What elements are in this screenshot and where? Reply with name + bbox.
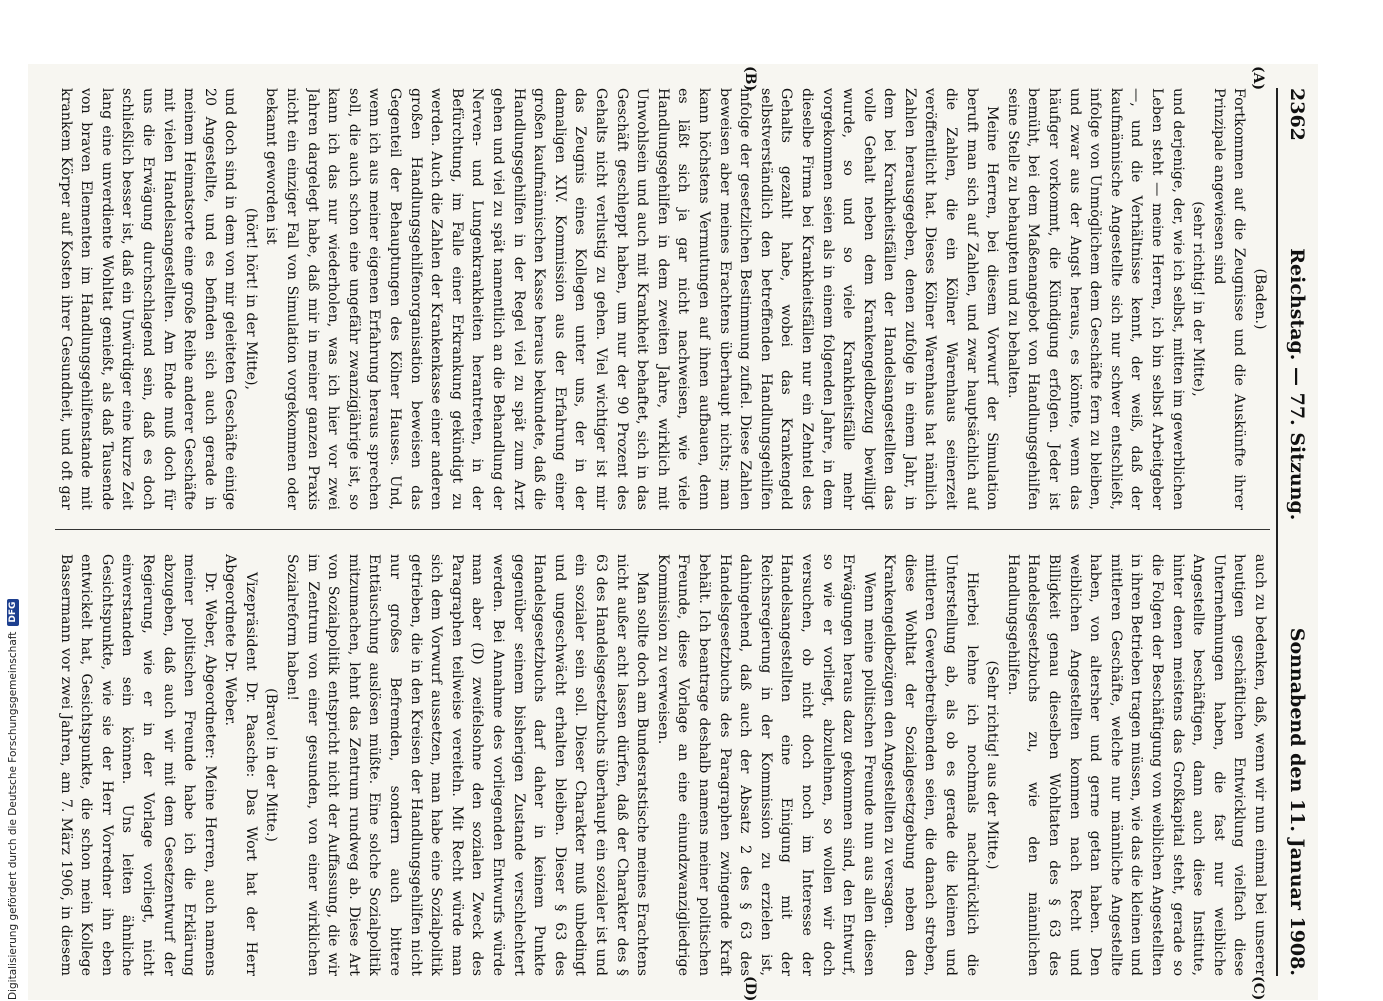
- margin-mark-a: (A): [1250, 66, 1266, 91]
- state-label: (Baden.): [1252, 268, 1268, 330]
- paragraph: Fortkommen auf die Zeugnisse und die Auskünfte ihrer Prinzipale angewiesen sind: [1210, 88, 1248, 510]
- paragraph: Wenn meine politischen Freunde nun aus allen diesen Erwägungen heraus dazu gekommen sind, den Entwurf, so wie er vorliegt, abzulehnen, so wollen wir doch versuchen, ob nicht doch noch im Interesse der Handelsangestellten eine Einigung mit der Reichsregierung in der Kommission zu erzielen ist, dahingehend, daß auch der Absatz 2 des § 63 des Handelsgesetzbuchs des Paragraphen zwingende Kraft behält. Ich beantrage deshalb namens meiner politischen Freunde, diese Vorlage an eine einundzwanzigliedrige Kommission zu verweisen.: [654, 554, 877, 976]
- session-date: Sonnabend den 11. Januar 1908.: [1286, 627, 1308, 976]
- speaker-paragraph: Vizepräsident Dr. Paasche: Das Wort hat der Herr Abgeordnete Dr. Weber.: [222, 554, 259, 976]
- digitization-credit: [4, 20, 22, 1000]
- speaker-paragraph: Dr. Weber, Abgeordneter: Meine Herren, auch namens meiner politischen Freunde habe ich die Erklärung abzugeben, daß auch wir mit dem Gesetzentwurf der Regierung, wie er in der Vorlage vorliegt, nicht einverstanden sein können. Uns leiten ähnliche Gesichtspunkte, wie sie der Herr Vorredner ihn eben entwickelt hat, Gesichtspunkte, die schon mein Kollege Bassermann vor zwei Jahren, am 7. März 1906, in diesem: [57, 554, 218, 976]
- margin-mark-c: (C): [1250, 976, 1266, 1001]
- paragraph: auch zu bedenken, daß, wenn wir nun einmal bei unserer heutigen geschäftlichen Entwicklung vielfach diese Unternehmungen haben, die fast nur weibliche Angestellte beschäftigen, dann auch diese Institute, hinter denen meistens das Großkapital steht, gerade so die Folgen der Beschäftigung von weiblichen Angestellten in ihren Betrieben tragen müssen, wie das die kleinen und mittleren Geschäfte, welche nur männliche Angestellte haben, von altersher und gerne getan haben. Den weiblichen Angestellten kommen nach Recht und Billigkeit genau dieselben Wohltaten des § 63 des Handelsgesetzbuchs zu, wie den männlichen Handlungsgehilfen.: [1004, 554, 1268, 976]
- paragraph: Meine Herren, bei diesem Vorwurf der Simulation beruft man sich auf Zahlen, und zwar hauptsächlich auf die Zahlen, die ein Kölner Warenhaus seinerzeit veröffentlicht hat. Dieses Kölner Warenhaus hat nämlich Zahlen herausgegeben, denen zufolge in einem Jahr, in dem bei Krankheitsfällen der Handelsangestellten das volle Gehalt neben dem Krankengeldbezug bewilligt wurde, so und so viele Krankheitsfälle mehr vorgekommen seien als in einem folgenden Jahre, in dem dieselbe Firma bei Krankheitsfällen nur ein Zehntel des Gehalts gezahlt habe, wobei das Krankengeld selbstverständlich den betreffenden Handlungsgehilfen infolge der gesetzlichen Bestimmung zufiel. Diese Zahlen beweisen aber meines Erachtens überhaupt nichts; man kann höchstens Vermutungen auf ihnen aufbauen, denn es läßt sich ja gar nicht nachweisen, wie viele Handlungsgehilfen in dem zweiten Jahre, wirklich mit Unwohlsein und auch mit Krankheit behaftet, sich in das Geschäft geschleppt haben, um nur der 90 Prozent des Gehalts nicht verlustig zu gehen. Viel wichtiger ist mir das Zeugnis eines Kollegen unter uns, der in der damaligen XIV. Kommission aus der Erfahrung einer großen kaufmännischen Kasse heraus bekundete, daß die Handlungsgehilfen in der Regel viel zu spät zum Arzt gehen und viel zu spät namentlich an die Behandlung der Nerven- und Lungenkrankheiten herantreten, in der Befürchtung, im Falle einer Erkrankung gekündigt zu werden. Auch die Zahlen der Krankenkasse einer anderen großen Handlungsgehilfenorganisation beweisen das Gegenteil der Behauptungen des Kölner Hauses. Und, wenn ich aus meiner eigenen Erfahrung heraus sprechen soll, die auch schon eine ungefähr zwanzigjährige ist, so kann ich das nur wiederholen, was ich hier vor zwei Jahren dargelegt habe, daß mir in meiner ganzen Praxis nicht ein einziger Fall von Simulation vorgekommen oder bekannt geworden ist: [263, 88, 1001, 510]
- credit-text: Digitalisierung gefördert durch die Deutsche Forschungsgemeinschaft: [7, 631, 19, 1000]
- paragraph: und derjenige, der, wie ich selbst, mitten im gewerblichen Leben steht — meine Herren, ich bin selbst Arbeitgeber —, und die Verhältnisse kennt, der weiß, daß der kaufmännische Angestellte sich nur schwer entschließt, infolge von Unmöglichem dem Geschäfte fern zu bleiben, und zwar aus der Angst heraus, es könnte, wenn das häufiger vorkommt, die Kündigung erfolgen. Jeder ist bemüht, bei dem Maßenangebot von Handlungsgehilfen seine Stelle zu behaupten und zu behalten.: [1004, 88, 1186, 510]
- interjection: (sehr richtig! in der Mitte),: [1190, 201, 1207, 397]
- interjection: (hört! hört! in der Mitte),: [242, 207, 259, 391]
- margin-mark-b: (B): [742, 66, 758, 92]
- page-header: [1282, 88, 1312, 976]
- right-text-column: [55, 554, 1270, 976]
- margin-mark-d: (D): [742, 976, 758, 1001]
- header-rule: [1276, 88, 1278, 976]
- page-number: 2362: [1286, 88, 1308, 141]
- paragraph: Man sollte doch am Bundesratstische meines Erachtens nicht außer acht lassen dürfen, daß der Charakter des § 63 des Handelsgesetzbuchs überhaupt ein sozialer ist und ein sozialer sein soll. Dieser Charakter muß unbedingt und ungeschwächt erhalten bleiben. Dieser § 63 des Handelsgesetzbuchs darf daher in keinem Punkte gegenüber seinem bisherigen Zustande verschlechtert werden. Bei Annahme des vorliegenden Entwurfs würde man aber (D) zweifelsohne den sozialen Zweck des Paragraphen teilweise vereiteln. Mit Recht würde man sich dem Vorwurf aussetzen, man habe eine Sozialpolitik getrieben, die in den Kreisen der Handlungsgehilfen nicht nur großes Befremden, sondern auch bittere Enttäuschung auslösen müßte. Eine solche Sozialpolitik mitzumachen, lehnt das Zentrum rundweg ab. Diese Art von Sozialpolitik entspricht nicht der Auffassung, die wir im Zentrum von einer gesunden, von einer wirklichen Sozialreform haben!: [284, 554, 651, 976]
- dfg-logo: DFG: [7, 599, 19, 626]
- session-title: Reichstag. — 77. Sitzung.: [1286, 248, 1308, 521]
- column-divider: [55, 529, 1270, 530]
- interjection: (Bravo! in der Mitte.): [263, 688, 280, 842]
- rotated-page-content: [28, 64, 1318, 1000]
- left-text-column: [55, 88, 1270, 510]
- paragraph: und doch sind in dem von mir geleiteten Geschäfte einige 20 Angestellte, und es befinden sich auch gerade in meinem Heimatsorte eine große Reihe anderer Geschäfte mit vielen Handelsangestellten. Am Ende muß doch für uns die Erwägung durchschlagend sein, daß es doch schließlich besser ist, daß ein Unwürdiger eine kurze Zeit lang eine unverdiente Wohltat genießt, als daß Tausende von braven Elementen im Handlungsgehilfenstande mit krankem Körper auf Kosten ihrer Gesundheit, und oft gar: [57, 88, 239, 510]
- interjection: (Sehr richtig! aus der Mitte.): [984, 660, 1001, 870]
- paragraph: Hierbei lehne ich nochmals nachdrücklich die Unterstellung ab, als ob es gerade die kleinen und mittleren Gewerbetreibenden seien, die danach streben, diese Wohltat der Sozialgesetzgebung neben den Krankengeldbezügen den Angestellten zu versagen.: [881, 554, 980, 976]
